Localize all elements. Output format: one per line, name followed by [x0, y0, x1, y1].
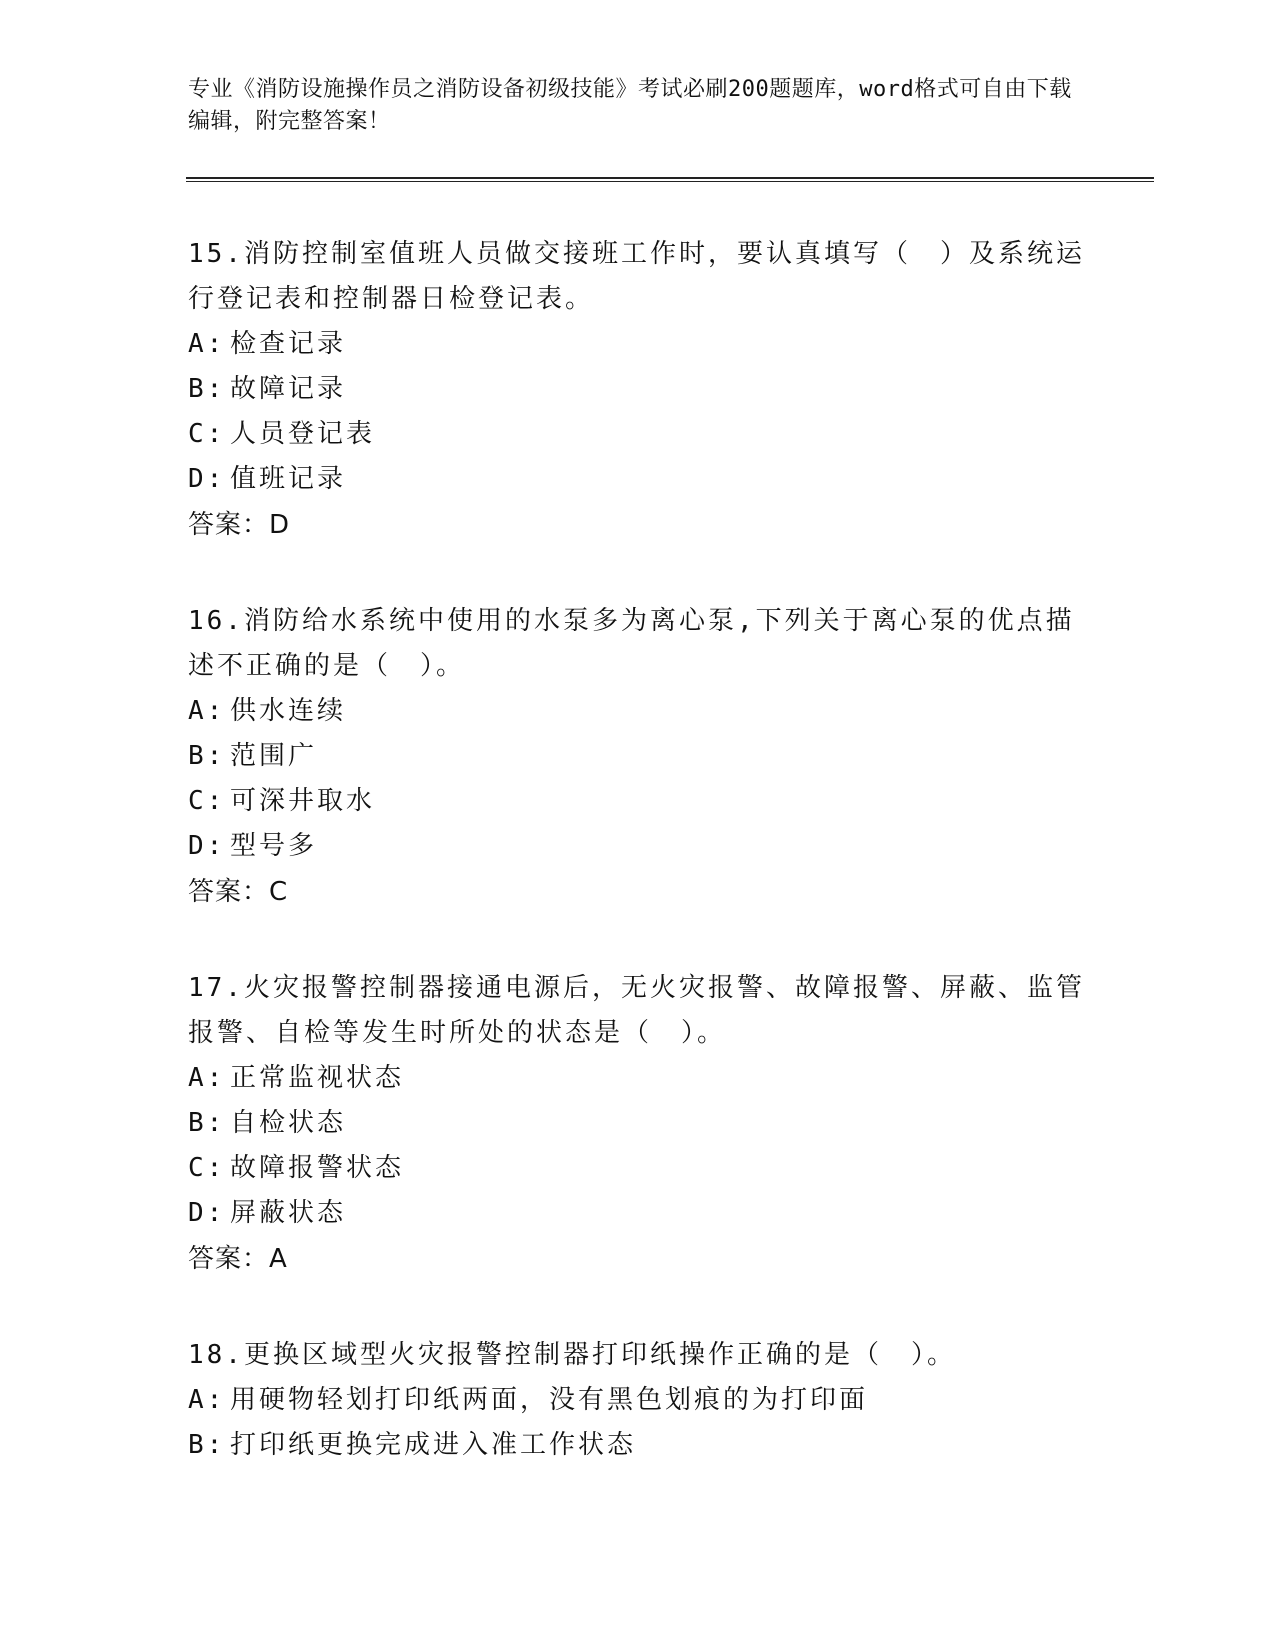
option-text: 打印纸更换完成进入准工作状态	[230, 1430, 637, 1460]
option-key: A:	[188, 1063, 226, 1093]
option-c	[188, 779, 1088, 824]
option-key: D:	[188, 464, 226, 494]
option-key: C:	[188, 786, 226, 816]
option-text: 范围广	[230, 741, 318, 771]
option-b	[188, 1101, 1088, 1146]
option-key: C:	[188, 419, 226, 449]
option-d	[188, 457, 1088, 502]
document-header: 专业《消防设施操作员之消防设备初级技能》考试必刷200题题库，word格式可自由下载编辑，附完整答案！	[188, 77, 1072, 134]
option-key: A:	[188, 329, 226, 359]
option-a	[188, 689, 1088, 734]
option-key: B:	[188, 741, 226, 771]
answer-line: 答案：A	[188, 1244, 288, 1274]
option-key: D:	[188, 831, 226, 861]
answer-line: 答案：D	[188, 510, 291, 540]
question-17	[188, 966, 1088, 1282]
option-key: A:	[188, 696, 226, 726]
option-key: D:	[188, 1198, 226, 1228]
option-text: 屏蔽状态	[230, 1198, 347, 1228]
option-key: B:	[188, 1108, 226, 1138]
question-stem: 16.消防给水系统中使用的水泵多为离心泵,下列关于离心泵的优点描述不正确的是（ ）。	[188, 606, 1075, 681]
option-text: 故障报警状态	[230, 1153, 405, 1183]
header-divider	[186, 177, 1154, 182]
option-key: B:	[188, 1430, 226, 1460]
option-text: 人员登记表	[230, 419, 376, 449]
option-key: C:	[188, 1153, 226, 1183]
question-18	[188, 1333, 1088, 1468]
option-b	[188, 367, 1088, 412]
option-text: 检查记录	[230, 329, 347, 359]
option-text: 供水连续	[230, 696, 347, 726]
option-d	[188, 1191, 1088, 1236]
option-a	[188, 322, 1088, 367]
option-text: 故障记录	[230, 374, 347, 404]
option-key: B:	[188, 374, 226, 404]
question-stem: 17.火灾报警控制器接通电源后，无火灾报警、故障报警、屏蔽、监管报警、自检等发生时所处的状态是（ ）。	[188, 973, 1085, 1048]
question-16	[188, 599, 1088, 915]
option-a	[188, 1378, 1088, 1423]
option-text: 自检状态	[230, 1108, 347, 1138]
option-b	[188, 734, 1088, 779]
question-15	[188, 232, 1088, 548]
option-text: 用硬物轻划打印纸两面，没有黑色划痕的为打印面	[230, 1385, 869, 1415]
question-list	[188, 232, 1088, 1519]
option-a	[188, 1056, 1088, 1101]
option-b	[188, 1423, 1088, 1468]
option-text: 型号多	[230, 831, 318, 861]
option-c	[188, 412, 1088, 457]
question-stem: 18.更换区域型火灾报警控制器打印纸操作正确的是（ ）。	[188, 1340, 956, 1370]
option-text: 值班记录	[230, 464, 347, 494]
option-text: 可深井取水	[230, 786, 376, 816]
option-d	[188, 824, 1088, 869]
option-text: 正常监视状态	[230, 1063, 405, 1093]
answer-line: 答案：C	[188, 877, 289, 907]
question-stem: 15.消防控制室值班人员做交接班工作时，要认真填写（ ）及系统运行登记表和控制器日检登记表。	[188, 239, 1085, 314]
option-key: A:	[188, 1385, 226, 1415]
option-c	[188, 1146, 1088, 1191]
